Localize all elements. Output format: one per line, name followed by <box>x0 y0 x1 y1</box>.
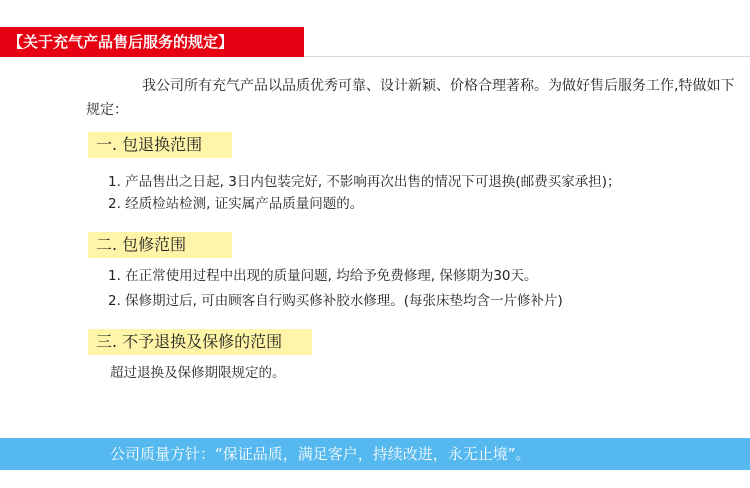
section-1-item-1: 1. 产品售出之日起, 3日内包装完好, 不影响再次出售的情况下可退换(邮费买家承担)； <box>108 174 621 190</box>
section-heading-exclusions: 三. 不予退换及保修的范围 <box>88 329 312 355</box>
quality-policy-banner <box>0 438 750 470</box>
page-title: 【关于充气产品售后服务的规定】 <box>8 33 234 51</box>
section-1-item-2: 2. 经质检站检测, 证实属产品质量问题的。 <box>108 196 364 212</box>
title-divider <box>304 56 750 57</box>
intro-paragraph: 我公司所有充气产品以品质优秀可靠、设计新颖、价格合理著称。为做好售后服务工作,特做如下规定： <box>86 78 735 118</box>
title-banner <box>0 27 304 57</box>
section-2-item-1: 1. 在正常使用过程中出现的质量问题, 均给予免费修理, 保修期为30天。 <box>108 268 538 284</box>
section-heading-return-exchange: 一. 包退换范围 <box>88 132 232 158</box>
quality-policy-text: 公司质量方针：“保证品质，满足客户，持续改进，永无止境”。 <box>110 445 531 463</box>
section-heading-repair: 二. 包修范围 <box>88 232 232 258</box>
section-3-item-1: 超过退换及保修期限规定的。 <box>110 365 286 381</box>
section-2-item-2: 2. 保修期过后, 可由顾客自行购买修补胶水修理。(每张床垫均含一片修补片) <box>108 293 563 309</box>
